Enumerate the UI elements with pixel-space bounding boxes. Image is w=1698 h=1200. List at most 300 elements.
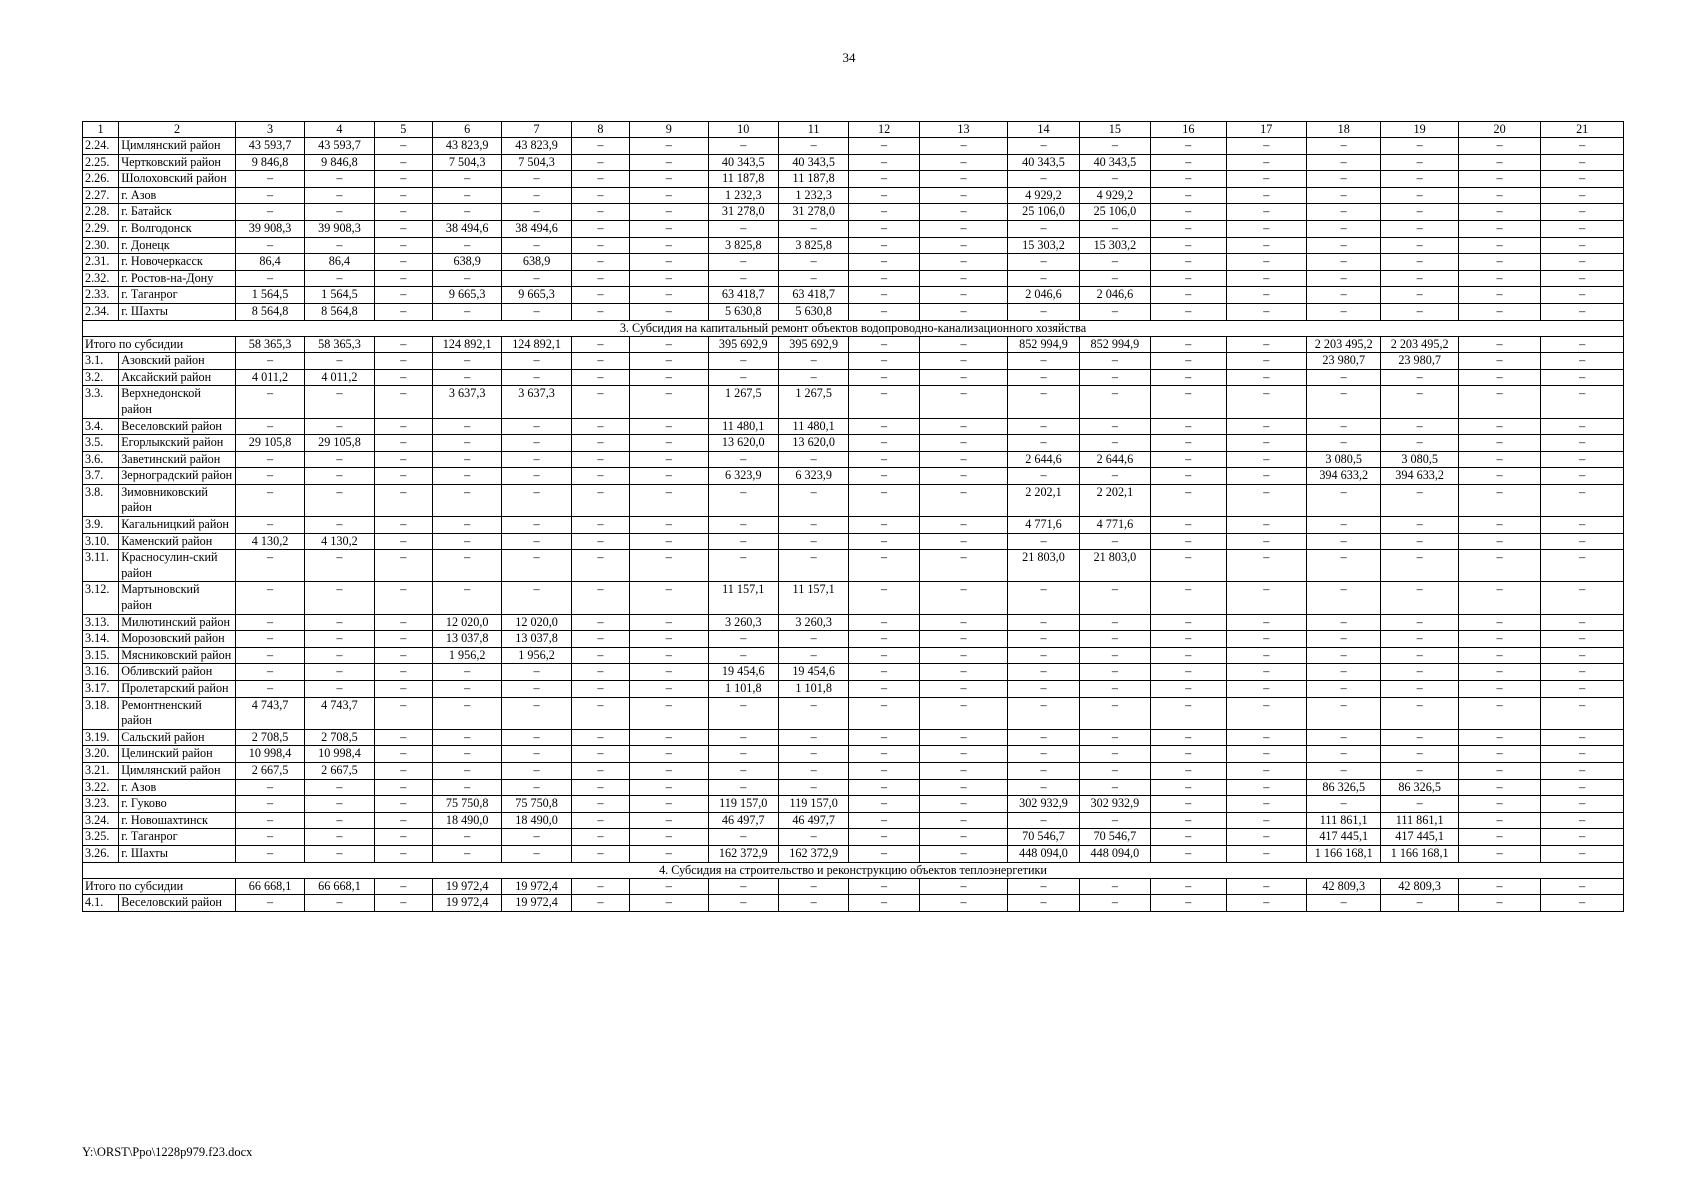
- value-cell: 40 343,5: [708, 154, 778, 171]
- value-cell: –: [1079, 254, 1150, 271]
- value-cell: –: [708, 369, 778, 386]
- value-cell: –: [374, 845, 432, 862]
- table-row: [83, 681, 1624, 698]
- table-row: [83, 845, 1624, 862]
- value-cell: –: [849, 664, 919, 681]
- value-cell: –: [708, 829, 778, 846]
- value-cell: –: [1079, 418, 1150, 435]
- value-cell: 3 825,8: [708, 237, 778, 254]
- value-cell: –: [235, 187, 304, 204]
- value-cell: –: [1541, 303, 1624, 320]
- value-cell: –: [1458, 582, 1540, 614]
- value-cell: –: [1151, 664, 1226, 681]
- value-cell: 40 343,5: [1079, 154, 1150, 171]
- value-cell: 4 929,2: [1079, 187, 1150, 204]
- row-number: 3.24.: [83, 812, 119, 829]
- value-cell: –: [1541, 796, 1624, 813]
- row-number: 3.16.: [83, 664, 119, 681]
- table-row: [83, 550, 1624, 582]
- value-cell: –: [1151, 171, 1226, 188]
- value-cell: –: [778, 517, 848, 534]
- value-cell: –: [919, 664, 1008, 681]
- value-cell: –: [708, 779, 778, 796]
- value-cell: 4 771,6: [1008, 517, 1079, 534]
- value-cell: –: [1541, 582, 1624, 614]
- value-cell: –: [1008, 647, 1079, 664]
- value-cell: –: [1151, 631, 1226, 648]
- value-cell: –: [432, 484, 501, 516]
- value-cell: –: [571, 451, 629, 468]
- value-cell: 2 644,6: [1079, 451, 1150, 468]
- value-cell: –: [235, 451, 304, 468]
- value-cell: –: [571, 796, 629, 813]
- value-cell: –: [432, 762, 501, 779]
- value-cell: –: [1541, 204, 1624, 221]
- row-number: 3.26.: [83, 845, 119, 862]
- value-cell: –: [571, 204, 629, 221]
- value-cell: 1 564,5: [235, 287, 304, 304]
- value-cell: –: [502, 171, 571, 188]
- value-cell: –: [849, 550, 919, 582]
- value-cell: 3 825,8: [778, 237, 848, 254]
- value-cell: –: [1307, 614, 1381, 631]
- value-cell: –: [630, 468, 708, 485]
- value-cell: –: [1008, 303, 1079, 320]
- value-cell: –: [305, 468, 374, 485]
- value-cell: –: [1226, 878, 1306, 895]
- value-cell: –: [1226, 614, 1306, 631]
- header-cell: 20: [1458, 122, 1540, 138]
- row-name: Мартыновский район: [119, 582, 236, 614]
- header-cell: 12: [849, 122, 919, 138]
- value-cell: –: [432, 171, 501, 188]
- value-cell: –: [1151, 336, 1226, 353]
- value-cell: –: [1458, 895, 1540, 912]
- value-cell: –: [1226, 204, 1306, 221]
- row-number: 3.1.: [83, 353, 119, 370]
- value-cell: –: [571, 418, 629, 435]
- row-name: г. Азов: [119, 779, 236, 796]
- value-cell: –: [1458, 220, 1540, 237]
- value-cell: –: [1381, 631, 1458, 648]
- value-cell: –: [1226, 154, 1306, 171]
- value-cell: –: [374, 762, 432, 779]
- value-cell: 66 668,1: [305, 878, 374, 895]
- value-cell: –: [1541, 647, 1624, 664]
- value-cell: –: [305, 187, 374, 204]
- value-cell: –: [849, 681, 919, 698]
- value-cell: –: [1541, 550, 1624, 582]
- value-cell: 1 101,8: [778, 681, 848, 698]
- value-cell: –: [1381, 533, 1458, 550]
- value-cell: –: [1541, 270, 1624, 287]
- value-cell: 417 445,1: [1381, 829, 1458, 846]
- value-cell: –: [1008, 729, 1079, 746]
- value-cell: –: [1458, 336, 1540, 353]
- value-cell: 394 633,2: [1381, 468, 1458, 485]
- value-cell: –: [571, 631, 629, 648]
- value-cell: –: [1226, 550, 1306, 582]
- value-cell: –: [432, 187, 501, 204]
- row-number: 3.2.: [83, 369, 119, 386]
- value-cell: 86,4: [235, 254, 304, 271]
- value-cell: –: [630, 762, 708, 779]
- value-cell: –: [1151, 796, 1226, 813]
- value-cell: –: [1458, 254, 1540, 271]
- value-cell: –: [235, 779, 304, 796]
- row-number: 2.33.: [83, 287, 119, 304]
- value-cell: –: [1307, 729, 1381, 746]
- row-name: Каменский район: [119, 533, 236, 550]
- value-cell: –: [235, 647, 304, 664]
- value-cell: –: [1151, 204, 1226, 221]
- subsidy-table: [82, 121, 1624, 912]
- header-cell: 15: [1079, 122, 1150, 138]
- value-cell: –: [919, 254, 1008, 271]
- value-cell: –: [1226, 845, 1306, 862]
- value-cell: 417 445,1: [1307, 829, 1381, 846]
- value-cell: –: [571, 895, 629, 912]
- value-cell: –: [374, 697, 432, 729]
- value-cell: –: [1226, 451, 1306, 468]
- value-cell: –: [1226, 681, 1306, 698]
- row-number: 3.23.: [83, 796, 119, 813]
- value-cell: 395 692,9: [708, 336, 778, 353]
- value-cell: –: [630, 517, 708, 534]
- table-row: [83, 729, 1624, 746]
- value-cell: –: [1226, 237, 1306, 254]
- row-name: Заветинский район: [119, 451, 236, 468]
- value-cell: –: [630, 138, 708, 155]
- value-cell: –: [502, 451, 571, 468]
- value-cell: 1 101,8: [708, 681, 778, 698]
- value-cell: 9 846,8: [235, 154, 304, 171]
- value-cell: –: [571, 697, 629, 729]
- value-cell: –: [1458, 171, 1540, 188]
- value-cell: –: [919, 729, 1008, 746]
- row-number: 3.25.: [83, 829, 119, 846]
- value-cell: –: [1008, 270, 1079, 287]
- value-cell: –: [919, 451, 1008, 468]
- value-cell: –: [778, 353, 848, 370]
- value-cell: –: [1226, 796, 1306, 813]
- value-cell: 23 980,7: [1307, 353, 1381, 370]
- value-cell: –: [708, 647, 778, 664]
- value-cell: –: [1151, 254, 1226, 271]
- value-cell: –: [849, 254, 919, 271]
- value-cell: –: [1226, 647, 1306, 664]
- value-cell: –: [1541, 154, 1624, 171]
- value-cell: –: [235, 484, 304, 516]
- value-cell: –: [630, 647, 708, 664]
- value-cell: 86 326,5: [1307, 779, 1381, 796]
- value-cell: –: [630, 303, 708, 320]
- table-row: [83, 418, 1624, 435]
- value-cell: –: [919, 845, 1008, 862]
- value-cell: –: [502, 435, 571, 452]
- row-number: 3.14.: [83, 631, 119, 648]
- value-cell: –: [1381, 484, 1458, 516]
- value-cell: –: [1151, 762, 1226, 779]
- row-number: 3.18.: [83, 697, 119, 729]
- value-cell: –: [919, 171, 1008, 188]
- value-cell: –: [1226, 762, 1306, 779]
- value-cell: 162 372,9: [708, 845, 778, 862]
- value-cell: –: [1151, 154, 1226, 171]
- value-cell: –: [571, 386, 629, 418]
- value-cell: 4 011,2: [305, 369, 374, 386]
- value-cell: –: [1079, 647, 1150, 664]
- total-row: [83, 878, 1624, 895]
- value-cell: –: [1458, 533, 1540, 550]
- value-cell: 448 094,0: [1008, 845, 1079, 862]
- value-cell: –: [235, 582, 304, 614]
- value-cell: –: [630, 154, 708, 171]
- value-cell: 21 803,0: [1008, 550, 1079, 582]
- value-cell: –: [432, 681, 501, 698]
- value-cell: –: [1079, 729, 1150, 746]
- value-cell: 18 490,0: [502, 812, 571, 829]
- row-number: 3.3.: [83, 386, 119, 418]
- header-cell: 6: [432, 122, 501, 138]
- value-cell: 42 809,3: [1307, 878, 1381, 895]
- value-cell: –: [571, 171, 629, 188]
- value-cell: –: [1008, 386, 1079, 418]
- value-cell: –: [235, 418, 304, 435]
- value-cell: –: [708, 746, 778, 763]
- value-cell: –: [305, 171, 374, 188]
- value-cell: 162 372,9: [778, 845, 848, 862]
- value-cell: –: [919, 386, 1008, 418]
- header-cell: 2: [119, 122, 236, 138]
- value-cell: –: [432, 369, 501, 386]
- value-cell: 448 094,0: [1079, 845, 1150, 862]
- value-cell: –: [919, 796, 1008, 813]
- value-cell: –: [1151, 550, 1226, 582]
- row-name: г. Таганрог: [119, 829, 236, 846]
- row-number: 3.8.: [83, 484, 119, 516]
- value-cell: –: [1458, 647, 1540, 664]
- value-cell: –: [502, 204, 571, 221]
- value-cell: –: [1079, 779, 1150, 796]
- value-cell: 6 323,9: [778, 468, 848, 485]
- value-cell: –: [432, 451, 501, 468]
- value-cell: 15 303,2: [1008, 237, 1079, 254]
- value-cell: –: [849, 582, 919, 614]
- value-cell: –: [235, 796, 304, 813]
- value-cell: 66 668,1: [235, 878, 304, 895]
- value-cell: –: [630, 845, 708, 862]
- row-number: 2.24.: [83, 138, 119, 155]
- value-cell: –: [235, 171, 304, 188]
- value-cell: –: [305, 647, 374, 664]
- value-cell: –: [919, 895, 1008, 912]
- value-cell: –: [630, 336, 708, 353]
- value-cell: 31 278,0: [778, 204, 848, 221]
- value-cell: –: [630, 533, 708, 550]
- value-cell: –: [1541, 829, 1624, 846]
- value-cell: 70 546,7: [1079, 829, 1150, 846]
- value-cell: –: [1541, 664, 1624, 681]
- value-cell: 1 232,3: [708, 187, 778, 204]
- value-cell: –: [630, 204, 708, 221]
- value-cell: –: [502, 418, 571, 435]
- value-cell: –: [235, 895, 304, 912]
- value-cell: 19 972,4: [432, 878, 501, 895]
- value-cell: –: [432, 237, 501, 254]
- header-row: [83, 122, 1624, 138]
- value-cell: –: [919, 336, 1008, 353]
- value-cell: 11 157,1: [778, 582, 848, 614]
- value-cell: –: [1151, 614, 1226, 631]
- value-cell: –: [1151, 220, 1226, 237]
- row-number: 3.4.: [83, 418, 119, 435]
- value-cell: 1 956,2: [432, 647, 501, 664]
- row-name: Зерноградский район: [119, 468, 236, 485]
- row-name: Аксайский район: [119, 369, 236, 386]
- value-cell: 19 972,4: [502, 878, 571, 895]
- row-name: г. Новочеркасск: [119, 254, 236, 271]
- value-cell: 43 823,9: [432, 138, 501, 155]
- row-number: 2.31.: [83, 254, 119, 271]
- value-cell: –: [919, 418, 1008, 435]
- value-cell: –: [1226, 746, 1306, 763]
- table-row: [83, 779, 1624, 796]
- value-cell: –: [1458, 303, 1540, 320]
- value-cell: –: [1226, 664, 1306, 681]
- value-cell: –: [919, 353, 1008, 370]
- value-cell: –: [502, 517, 571, 534]
- value-cell: –: [1381, 154, 1458, 171]
- row-number: 2.30.: [83, 237, 119, 254]
- value-cell: –: [1458, 845, 1540, 862]
- value-cell: –: [919, 435, 1008, 452]
- value-cell: –: [374, 287, 432, 304]
- row-name: Пролетарский район: [119, 681, 236, 698]
- value-cell: –: [502, 762, 571, 779]
- value-cell: –: [1226, 435, 1306, 452]
- value-cell: 2 708,5: [235, 729, 304, 746]
- value-cell: 8 564,8: [235, 303, 304, 320]
- row-name: Кагальницкий район: [119, 517, 236, 534]
- value-cell: –: [1458, 237, 1540, 254]
- file-path-footer: Y:\ORST\Ppo\1228p979.f23.docx: [82, 1145, 253, 1159]
- value-cell: –: [919, 187, 1008, 204]
- table-row: [83, 386, 1624, 418]
- value-cell: –: [1458, 204, 1540, 221]
- value-cell: –: [849, 303, 919, 320]
- value-cell: –: [235, 631, 304, 648]
- value-cell: –: [708, 254, 778, 271]
- table-row: [83, 697, 1624, 729]
- value-cell: –: [502, 829, 571, 846]
- value-cell: –: [1381, 369, 1458, 386]
- value-cell: –: [1458, 812, 1540, 829]
- table-row: [83, 270, 1624, 287]
- value-cell: –: [778, 138, 848, 155]
- value-cell: –: [778, 895, 848, 912]
- value-cell: 39 908,3: [235, 220, 304, 237]
- value-cell: –: [1226, 287, 1306, 304]
- value-cell: 2 667,5: [305, 762, 374, 779]
- value-cell: –: [1307, 220, 1381, 237]
- value-cell: –: [502, 664, 571, 681]
- header-cell: 13: [919, 122, 1008, 138]
- value-cell: –: [708, 878, 778, 895]
- value-cell: –: [1381, 582, 1458, 614]
- header-cell: 3: [235, 122, 304, 138]
- value-cell: –: [1541, 171, 1624, 188]
- value-cell: –: [630, 550, 708, 582]
- value-cell: –: [374, 336, 432, 353]
- value-cell: –: [1226, 220, 1306, 237]
- value-cell: –: [1079, 746, 1150, 763]
- value-cell: –: [849, 484, 919, 516]
- value-cell: –: [502, 779, 571, 796]
- value-cell: –: [1226, 779, 1306, 796]
- row-name: г. Ростов-на-Дону: [119, 270, 236, 287]
- value-cell: –: [305, 484, 374, 516]
- section-title: 3. Субсидия на капитальный ремонт объектов водопроводно-канализационного хозяйства: [83, 320, 1624, 336]
- value-cell: –: [374, 154, 432, 171]
- value-cell: 2 644,6: [1008, 451, 1079, 468]
- value-cell: 2 203 495,2: [1381, 336, 1458, 353]
- value-cell: –: [778, 270, 848, 287]
- value-cell: –: [1541, 533, 1624, 550]
- table-row: [83, 171, 1624, 188]
- value-cell: –: [1151, 582, 1226, 614]
- row-name: Зимовниковский район: [119, 484, 236, 516]
- value-cell: –: [1008, 582, 1079, 614]
- header-cell: 9: [630, 122, 708, 138]
- value-cell: –: [1381, 647, 1458, 664]
- value-cell: –: [432, 517, 501, 534]
- value-cell: –: [305, 550, 374, 582]
- value-cell: –: [630, 270, 708, 287]
- value-cell: –: [1381, 664, 1458, 681]
- value-cell: –: [1307, 237, 1381, 254]
- value-cell: –: [630, 582, 708, 614]
- value-cell: –: [708, 762, 778, 779]
- value-cell: –: [1307, 287, 1381, 304]
- value-cell: –: [778, 533, 848, 550]
- value-cell: –: [1307, 895, 1381, 912]
- value-cell: –: [374, 550, 432, 582]
- value-cell: –: [849, 729, 919, 746]
- value-cell: –: [571, 746, 629, 763]
- table-row: [83, 829, 1624, 846]
- value-cell: –: [235, 517, 304, 534]
- value-cell: –: [630, 386, 708, 418]
- value-cell: –: [1008, 418, 1079, 435]
- table-row: [83, 220, 1624, 237]
- value-cell: –: [305, 204, 374, 221]
- value-cell: –: [571, 138, 629, 155]
- value-cell: –: [630, 796, 708, 813]
- row-name: Обливский район: [119, 664, 236, 681]
- row-name: Верхнедонской район: [119, 386, 236, 418]
- table-row: [83, 664, 1624, 681]
- value-cell: –: [1381, 138, 1458, 155]
- table-row: [83, 582, 1624, 614]
- value-cell: –: [1541, 254, 1624, 271]
- value-cell: –: [630, 418, 708, 435]
- value-cell: –: [919, 647, 1008, 664]
- value-cell: –: [630, 729, 708, 746]
- value-cell: –: [1008, 435, 1079, 452]
- value-cell: –: [1151, 353, 1226, 370]
- value-cell: –: [1226, 631, 1306, 648]
